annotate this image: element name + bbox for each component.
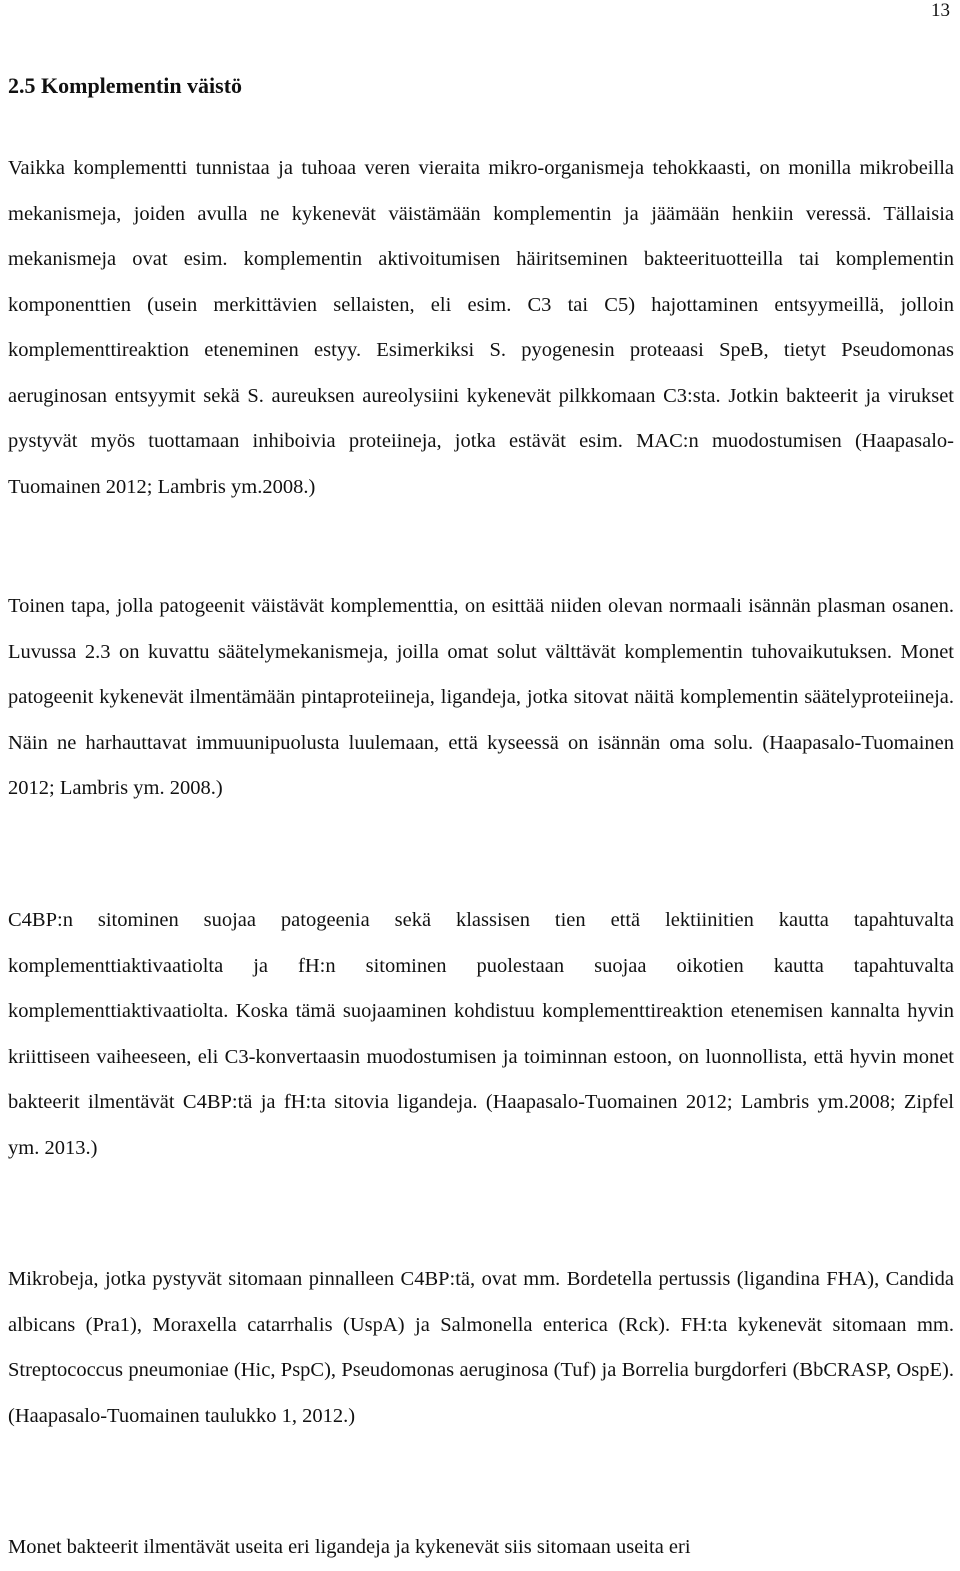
section-heading: 2.5 Komplementin väistö [8,73,243,98]
paragraph-complement-evasion-intro: Vaikka komplementti tunnistaa ja tuhoaa veren vieraita mikro-organismeja tehokkaasti, on monilla mikrobeilla mekanismeja, joiden avulla ne kykenevät väistämään komplementin ja jäämään henkiin veressä. Tällaisia mekanismeja ovat esim. komplementin aktivoitumisen häiritseminen bakteerituotteilla tai komplementin komponenttien (usein merkittävien sellaisten, eli esim. C3 tai C5) hajottaminen entsyymeillä, jolloin komplementtireaktion eteneminen estyy. Esimerkiksi S. pyogenesin proteaasi SpeB, tietyt Pseudomonas aeruginosan entsyymit sekä S. aureuksen aureolysiini kykenevät pilkkomaan C3:sta. Jotkin bakteerit ja virukset pystyvät myös tuottamaan inhiboivia proteiineja, jotka estävät esim. MAC:n muodostumisen (Haapasalo-Tuomainen 2012; Lambris ym.2008.) [8,157,954,498]
paragraph-microbe-examples: Mikrobeja, jotka pystyvät sitomaan pinnalleen C4BP:tä, ovat mm. Bordetella pertussis (ligandina FHA), Candida albicans (Pra1), Moraxella catarrhalis (UspA) ja Salmonella enterica (Rck). FH:ta kykenevät sitomaan mm. Streptococcus pneumoniae (Hic, PspC), Pseudomonas aeruginosa (Tuf) ja Borrelia burgdorferi (BbCRASP, OspE). (Haapasalo-Tuomainen taulukko 1, 2012.) [8,1268,954,1427]
paragraph-multiple-ligands: Monet bakteerit ilmentävät useita eri ligandeja ja kykenevät siis sitomaan useita eri [8,1536,691,1558]
paragraph-c4bp-fh-binding: C4BP:n sitominen suojaa patogeenia sekä klassisen tien että lektiinitien kautta tapahtuvalta komplementtiaktivaatiolta ja fH:n sitominen puolestaan suojaa oikotien kautta tapahtuvalta komplementtiaktivaatiolta. Koska tämä suojaaminen kohdistuu komplementtireaktion etenemisen kannalta hyvin kriittiseen vaiheeseen, eli C3-konvertaasin muodostumisen ja toiminnan estoon, on luonnollista, että hyvin monet bakteerit ilmentävät C4BP:tä ja fH:ta sitovia ligandeja. (Haapasalo-Tuomainen 2012; Lambris ym.2008; Zipfel ym. 2013.) [8,909,954,1159]
page-number: 13 [931,0,950,21]
paragraph-host-mimicry: Toinen tapa, jolla patogeenit väistävät komplementtia, on esittää niiden olevan normaali isännän plasman osanen. Luvussa 2.3 on kuvattu säätelymekanismeja, joilla omat solut välttävät komplementin tuhovaikutuksen. Monet patogeenit kykenevät ilmentämään pintaproteiineja, ligandeja, jotka sitovat näitä komplementin säätelyproteiineja. Näin ne harhauttavat immuunipuolusta luulemaan, että kyseessä on isännän oma solu. (Haapasalo-Tuomainen 2012; Lambris ym. 2008.) [8,595,954,799]
